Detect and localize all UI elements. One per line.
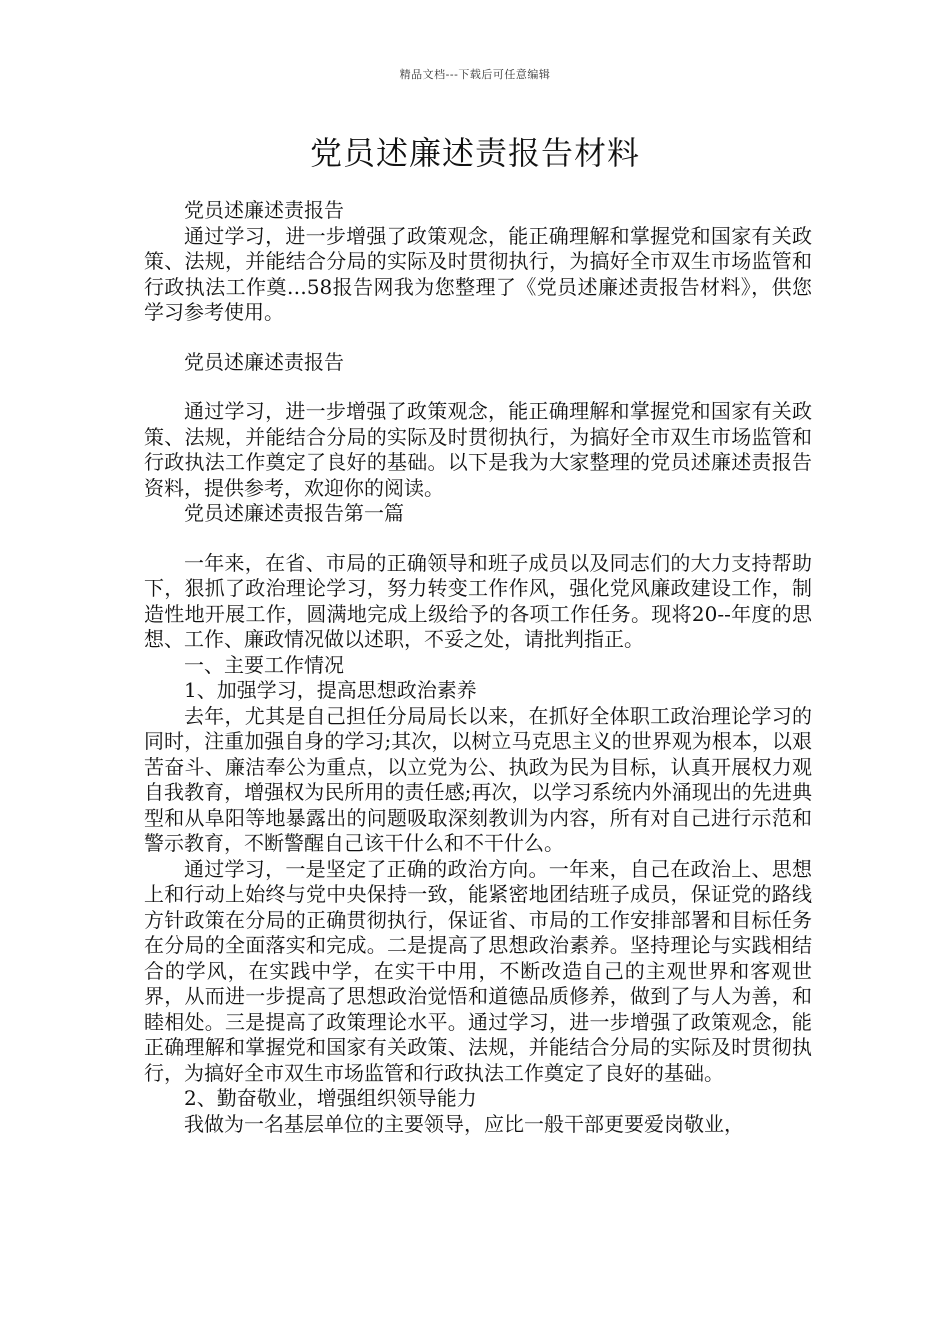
document-title: 党员述廉述责报告材料	[309, 134, 640, 172]
paragraph-diligence-detail: 我做为一名基层单位的主要领导，应比一般干部更要爱岗敬业，	[184, 1111, 744, 1136]
paragraph-study-detail: 去年，尤其是自己担任分局局长以来，在抓好全体职工政治理论学习的同时，注重加强自身的学习;其次，以树立马克思主义的世界观为根本，以艰苦奋斗、廉洁奉公为重点，以立党为公、执政为民为目标，认真开展权力观自我教育，增强权为民所用的责任感;再次，以学习系统内外涌现出的先进典型和从阜阳等地暴露出的问题吸取深刻教训为内容，所有对自己进行示范和警示教育，不断警醒自己该干什么和不干什么。	[144, 703, 812, 855]
paragraph-section-heading: 党员述廉述责报告第一篇	[184, 501, 404, 525]
header-note: 精品文档---下载后可任意编辑	[399, 68, 551, 81]
paragraph-heading-study: 1、加强学习，提高思想政治素养	[184, 678, 477, 702]
paragraph-overview: 一年来，在省、市局的正确领导和班子成员以及同志们的大力支持帮助下，狠抓了政治理论学习，努力转变工作作风，强化党风廉政建设工作，制造性地开展工作，圆满地完成上级给予的各项工作任务。现将20--年度的思想、工作、廉政情况做以述职，不妥之处，请批判指正。	[144, 550, 812, 651]
paragraph-heading-main-work: 一、主要工作情况	[184, 652, 344, 677]
paragraph-study-results: 通过学习，一是坚定了正确的政治方向。一年来，自己在政治上、思想上和行动上始终与党中央保持一致，能紧密地团结班子成员，保证党的路线方针政策在分局的正确贯彻执行，保证省、市局的工作安排部署和目标任务在分局的全面落实和完成。二是提高了思想政治素养。坚持理论与实践相结合的学风，在实践中学，在实干中用，不断改造自己的主观世界和客观世界，从而进一步提高了思想政治觉悟和道德品质修养，做到了与人为善，和睦相处。三是提高了政策理论水平。通过学习，进一步增强了政策观念，能正确理解和掌握党和国家有关政策、法规，并能结合分局的实际及时贯彻执行，为搞好全市双生市场监管和行政执法工作奠定了良好的基础。	[144, 856, 812, 1085]
paragraph-intro: 通过学习，进一步增强了政策观念，能正确理解和掌握党和国家有关政策、法规，并能结合分局的实际及时贯彻执行，为搞好全市双生市场监管和行政执法工作奠…58报告网我为您整理了《党员述廉述责报告材料》，供您学习参考使用。	[144, 223, 812, 324]
paragraph-subtitle: 党员述廉述责报告	[184, 198, 344, 222]
paragraph-intro-full: 通过学习，进一步增强了政策观念，能正确理解和掌握党和国家有关政策、法规，并能结合分局的实际及时贯彻执行，为搞好全市双生市场监管和行政执法工作奠定了良好的基础。以下是我为大家整理的党员述廉述责报告资料，提供参考，欢迎你的阅读。	[144, 399, 812, 500]
paragraph-subtitle-repeat: 党员述廉述责报告	[184, 349, 344, 374]
document-body	[144, 198, 812, 1137]
paragraph-heading-diligence: 2、勤奋敬业，增强组织领导能力	[184, 1086, 477, 1110]
